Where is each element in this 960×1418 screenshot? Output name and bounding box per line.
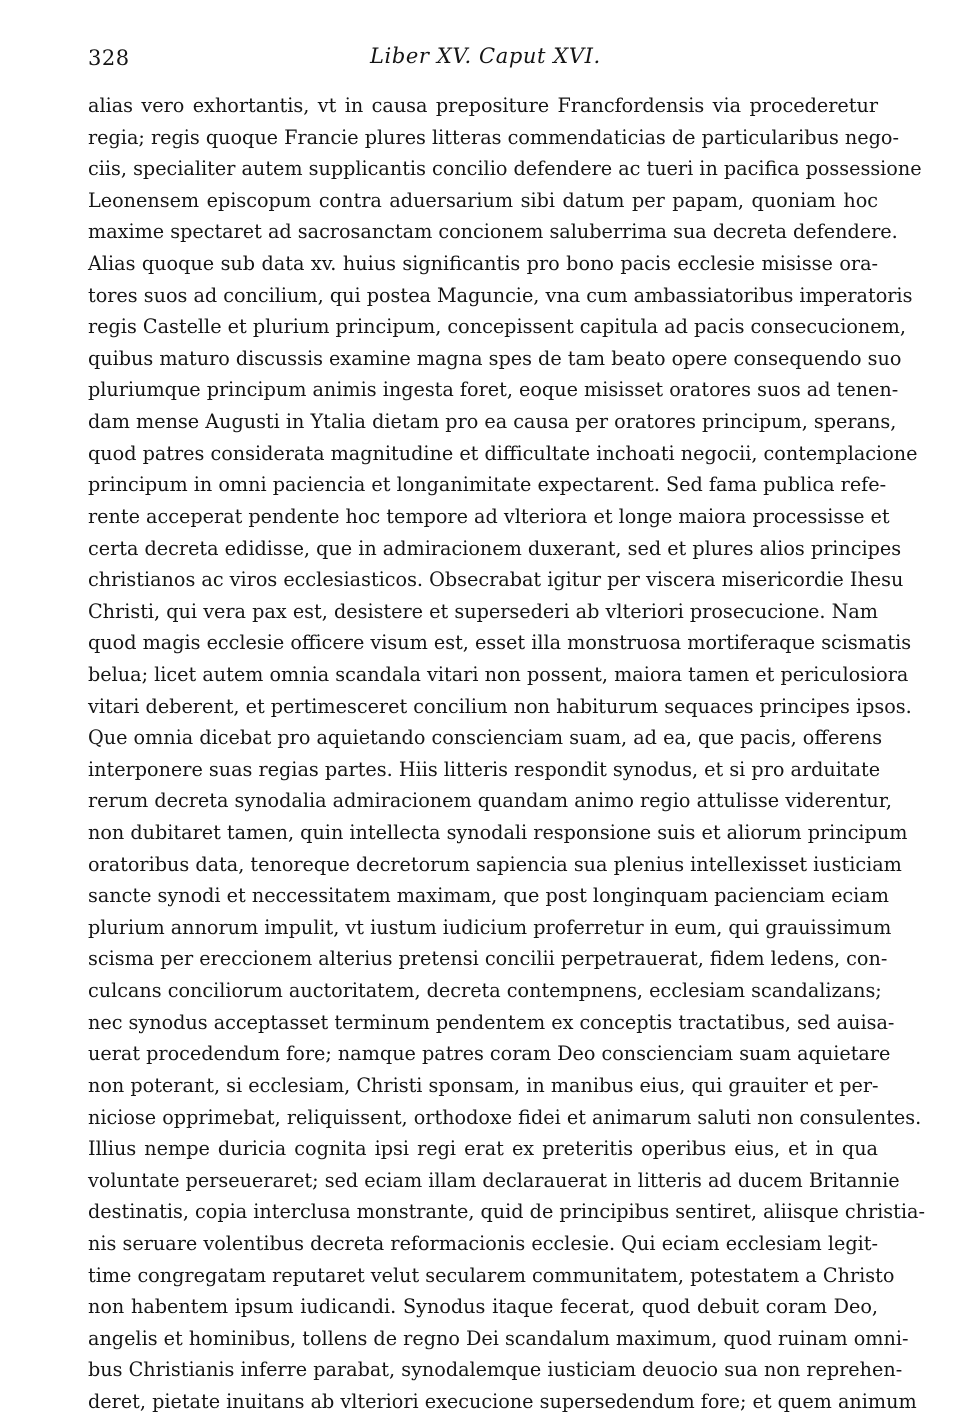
text-line: vitari deberent, et pertimesceret concilium non habiturum sequaces principes ipsos.	[88, 694, 912, 718]
page-number: 328	[88, 46, 130, 70]
text-line: non poterant, si ecclesiam, Christi sponsam, in manibus eius, qui grauiter et per-	[88, 1073, 879, 1097]
running-head	[88, 44, 878, 78]
text-line: Leonensem episcopum contra aduersarium sibi datum per papam, quoniam hoc	[88, 188, 878, 212]
text-line: interponere suas regias partes. Hiis litteris respondit synodus, et si pro arduitate	[88, 757, 881, 781]
text-line: regis Castelle et plurium principum, concepissent capitula ad pacis consecucionem,	[88, 315, 906, 339]
text-line: scisma per ereccionem alterius pretensi concilii perpetrauerat, fidem ledens, con-	[88, 947, 888, 971]
text-line: quod patres considerata magnitudine et difficultate inchoati negocii, contemplacione	[88, 441, 918, 465]
text-line: Christi, qui vera pax est, desistere et supersederi ab vlteriori prosecucione. Nam	[88, 599, 878, 623]
body-text	[88, 90, 925, 1418]
text-line: nec synodus acceptasset terminum pendentem ex conceptis tractatibus, sed auisa-	[88, 1010, 895, 1034]
text-line: destinatis, copia interclusa monstrante, quid de principibus sentiret, aliisque christia-	[88, 1200, 925, 1224]
running-title: Liber XV. Caput XVI.	[370, 44, 601, 68]
text-line: rerum decreta synodalia admiracionem quandam animo regio attulisse viderentur,	[88, 789, 892, 813]
text-line: belua; licet autem omnia scandala vitari non possent, maiora tamen et periculosiora	[88, 662, 909, 686]
text-line: culcans conciliorum auctoritatem, decreta contempnens, ecclesiam scandalizans;	[88, 979, 882, 1003]
text-line: rente acceperat pendente hoc tempore ad vlteriora et longe maiora processisse et	[88, 504, 890, 528]
text-line: time congregatam reputaret velut secularem communitatem, potestatem a Christo	[88, 1263, 895, 1287]
text-line: certa decreta edidisse, que in admiracionem duxerant, sed et plures alios principes	[88, 536, 902, 560]
text-line: christianos ac viros ecclesiasticos. Obsecrabat igitur per viscera misericordie Ihesu	[88, 568, 904, 592]
text-line: Illius nempe duricia cognita ipsi regi erat ex preteritis operibus eius, et in qua	[88, 1137, 878, 1161]
text-line: nis seruare volentibus decreta reformacionis ecclesie. Qui eciam ecclesiam legit-	[88, 1231, 878, 1255]
text-line: non habentem ipsum iudicandi. Synodus itaque fecerat, quod debuit coram Deo,	[88, 1295, 878, 1319]
text-line: dam mense Augusti in Ytalia dietam pro ea causa per oratores principum, sperans,	[88, 410, 897, 434]
text-line: niciose opprimebat, reliquissent, orthodoxe fidei et animarum saluti non consulentes.	[88, 1105, 922, 1129]
text-line: maxime spectaret ad sacrosanctam concionem saluberrima sua decreta defendere.	[88, 220, 898, 244]
text-line: plurium annorum impulit, vt iustum iudicium proferretur in eum, qui grauissimum	[88, 915, 892, 939]
text-line: oratoribus data, tenoreque decretorum sapiencia sua plenius intellexisset iusticiam	[88, 852, 902, 876]
text-line: Alias quoque sub data xv. huius significantis pro bono pacis ecclesie misisse ora-	[88, 252, 878, 276]
text-line: quibus maturo discussis examine magna spes de tam beato opere consequendo suo	[88, 346, 902, 370]
text-line: sancte synodi et neccessitatem maximam, que post longinquam pacienciam eciam	[88, 884, 889, 908]
text-line: bus Christianis inferre parabat, synodalemque iusticiam deuocio sua non reprehen-	[88, 1358, 903, 1382]
text-line: alias vero exhortantis, vt in causa prepositure Francfordensis via procederetur	[88, 94, 878, 117]
text-line: deret, pietate inuitans ab vlteriori execucione supersedendum fore; et quem animum	[88, 1389, 917, 1413]
text-line: angelis et hominibus, tollens de regno Dei scandalum maximum, quod ruinam omni-	[88, 1326, 909, 1350]
text-line: pluriumque principum animis ingesta foret, eoque misisset oratores suos ad tenen-	[88, 378, 899, 402]
text-line: quod magis ecclesie officere visum est, esset illa monstruosa mortiferaque scismatis	[88, 631, 912, 655]
text-line: ciis, specialiter autem supplicantis concilio defendere ac tueri in pacifica possessione	[88, 157, 922, 181]
text-line: uerat procedendum fore; namque patres coram Deo conscienciam suam aquietare	[88, 1042, 891, 1066]
text-line: Que omnia dicebat pro aquietando conscienciam suam, ad ea, que pacis, offerens	[88, 726, 883, 750]
text-line: voluntate perseueraret; sed eciam illam declarauerat in litteris ad ducem Britannie	[88, 1168, 900, 1192]
text-line: regia; regis quoque Francie plures litteras commendaticias de particularibus nego-	[88, 125, 899, 149]
text-line: tores suos ad concilium, qui postea Maguncie, vna cum ambassiatoribus imperatoris	[88, 283, 913, 307]
text-line: principum in omni paciencia et longanimitate expectarent. Sed fama publica refe-	[88, 473, 887, 497]
text-line: non dubitaret tamen, quin intellecta synodali responsione suis et aliorum principum	[88, 821, 908, 845]
